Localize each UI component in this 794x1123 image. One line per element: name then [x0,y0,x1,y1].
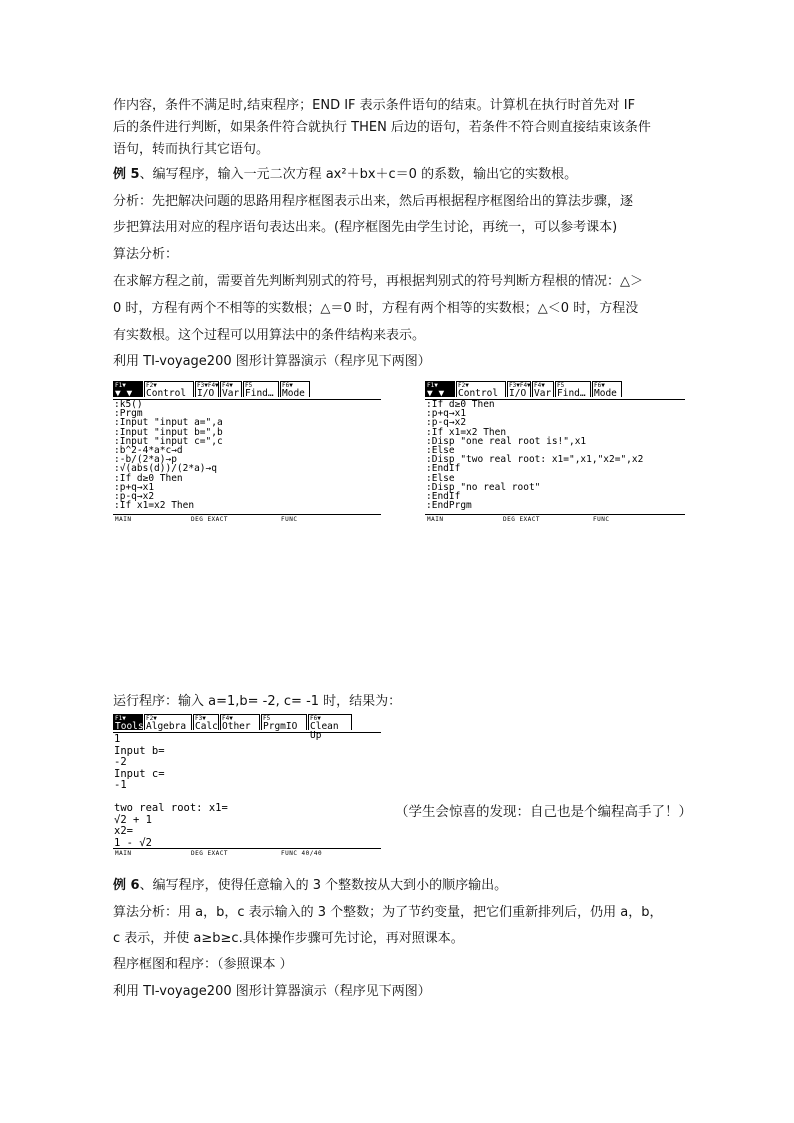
editor-toolbar [425,381,685,400]
tab-key-label: F4▼ [222,382,233,389]
example-6-heading [113,878,507,894]
program-caption: 程序框图和程序：（参照课本 ） [113,957,293,972]
io-toolbar [113,714,381,741]
run-caption: 运行程序：输入 a=1,b= -2, c= -1 时，结果为： [113,694,402,709]
editor-toolbar [113,381,381,400]
toolbar-tab[interactable] [113,381,143,397]
example-text: 、编写程序，输入一元二次方程 ax²＋bx＋c＝0 的系数，输出它的实数根。 [139,167,578,182]
demo-caption: 利用 TI-voyage200 图形计算器演示（程序见下两图） [113,984,431,999]
tab-key-label: F3▼F4▼ [197,382,219,389]
calculator-io-screen [113,714,381,856]
toolbar-tab[interactable] [113,714,143,730]
toolbar-tab[interactable] [555,381,591,397]
code-line: :EndPrgm [426,500,472,512]
io-line: -2 [114,756,127,768]
code-line: :Disp "no real root" [426,481,541,493]
toolbar-tab[interactable] [220,381,242,397]
example-label: 例 6 [113,878,140,893]
tab-key-label: F4▼ [222,715,233,722]
status-func: FUNC 40/40 [281,850,323,857]
tab-label: Find… [245,388,274,399]
tab-key-label: F1▼ [427,382,438,389]
toolbar-tab[interactable] [532,381,554,397]
tab-label: Var [222,388,240,399]
code-line: :p-q→x2 [426,417,467,429]
status-mode: DEG EXACT [191,850,229,857]
tab-label: Control [458,388,499,399]
tab-key-label: F6▼ [282,382,293,389]
tab-label: Calc [195,721,218,732]
example-label: 例 5 [113,167,140,182]
code-line: :√(abs(d))/(2*a)→q [114,463,217,475]
algorithm-line: 有实数根。这个过程可以用算法中的条件结构来表示。 [113,328,426,343]
tab-label: PrgmIO [263,721,298,732]
analysis-line: 分析：先把解决问题的思路用程序框图表示出来，然后再根据程序框图给出的算法步骤，逐 [113,194,634,209]
status-func: FUNC [593,516,610,523]
paragraph-line: 后的条件进行判断，如果条件符合就执行 THEN 后边的语句，若条件不符合则直接结束该条件 [113,120,651,135]
algorithm-line: 在求解方程之前，需要首先判断判别式的符号，再根据判别式的符号判断方程根的情况：△＞ [113,274,643,289]
tab-label: ▼ ▼ [115,388,133,399]
code-line: :If x1=x2 Then [426,426,507,438]
student-note: （学生会惊喜的发现：自己也是个编程高手了！） [395,804,692,820]
tab-key-label: F2▼ [146,382,157,389]
io-line: two real root: x1= [114,802,228,814]
paragraph-line: 语句，转而执行其它语句。 [113,142,270,157]
tab-label: Control [146,388,187,399]
code-line: :Input "input c=",c [114,435,223,447]
status-bar [113,848,381,857]
program-listing [113,400,381,510]
io-line: Input c= [114,767,165,780]
code-line: :b^2-4*a*c→d [114,445,183,457]
code-line: :p+q→x1 [426,408,467,420]
toolbar-tab[interactable] [425,381,455,397]
code-line: :-b/(2*a)→p [114,454,177,466]
io-output [113,733,381,849]
tab-key-label: F3▼F4▼ [509,382,531,389]
toolbar-tab[interactable] [507,381,531,397]
code-line: :Input "input b=",b [114,426,223,438]
code-line: :If x1=x2 Then [114,500,195,512]
tab-label: Mode [282,388,305,399]
tab-label: Clean Up [310,721,339,741]
algorithm-line: 0 时，方程有两个不相等的实数根；△＝0 时，方程有两个相等的实数根；△＜0 时，方程没 [113,301,639,316]
tab-label: I/O [509,388,527,399]
tab-label: Find… [557,388,586,399]
tab-label: I/O [197,388,215,399]
analysis-line: c 表示，并使 a≥b≥c.具体操作步骤可先讨论，再对照课本。 [113,931,464,946]
tab-label: Var [534,388,552,399]
status-mode: DEG EXACT [503,516,541,523]
tab-key-label: F2▼ [146,715,157,722]
example-text: 、编写程序，使得任意输入的 3 个整数按从大到小的顺序输出。 [139,878,508,893]
code-line: :Prgm [114,408,143,420]
code-line: :EndIf [426,463,461,475]
toolbar-tab[interactable] [243,381,279,397]
status-func: FUNC [281,516,298,523]
paragraph-line: 作内容，条件不满足时,结束程序；END IF 表示条件语句的结束。计算机在执行时首先对 IF [113,98,636,113]
io-line: -1 [114,779,127,791]
code-line: :Disp "two real root: x1=",x1,"x2=",x2 [426,454,644,466]
code-line: :Else [426,472,455,484]
io-line: √2 + 1 [114,813,152,826]
analysis-line: 算法分析：用 a，b，c 表示输入的 3 个整数；为了节约变量，把它们重新排列后，仍用 a，b， [113,905,663,920]
toolbar-tab[interactable] [592,381,622,397]
tab-key-label: F5 [557,382,565,389]
code-line: :Input "input a=",a [114,417,223,429]
code-line: :p+q→x1 [114,481,155,493]
algorithm-title: 算法分析： [113,247,179,262]
code-line: :If d≥0 Then [114,472,183,484]
toolbar-tab[interactable] [193,714,219,730]
code-line: :Disp "one real root is!",x1 [426,435,587,447]
code-line: :p-q→x2 [114,491,155,503]
demo-caption: 利用 TI-voyage200 图形计算器演示（程序见下两图） [113,354,431,369]
toolbar-tab[interactable] [308,714,352,741]
calculator-screen-1 [113,381,381,521]
toolbar-tab[interactable] [261,714,307,730]
toolbar-tab[interactable] [220,714,260,730]
tab-key-label: F6▼ [310,715,321,722]
toolbar-tab[interactable] [144,714,192,730]
toolbar-tab[interactable] [280,381,310,397]
code-line: :EndIf [426,491,461,503]
status-bar [425,514,685,523]
tab-key-label: F5 [263,715,271,722]
toolbar-tab[interactable] [195,381,219,397]
status-bar [113,514,381,523]
tab-key-label: F1▼ [115,715,126,722]
code-line: :Else [426,445,455,457]
tab-label: Algebra [146,721,187,732]
tab-key-label: F4▼ [534,382,545,389]
program-listing [425,400,685,510]
status-mode: DEG EXACT [191,516,229,523]
status-main: MAIN [427,516,444,523]
code-line: :If d≥0 Then [426,399,495,410]
io-line: 1 - √2 [114,836,152,849]
calculator-screen-2 [425,381,685,521]
io-line: 1 [114,733,121,745]
example-5-heading [113,167,577,183]
tab-key-label: F3▼ [195,715,206,722]
tab-key-label: F2▼ [458,382,469,389]
tab-label: ▼ ▼ [427,388,445,399]
io-line: x2= [114,825,133,837]
tab-label: Tools [115,721,144,732]
toolbar-tab[interactable] [144,381,194,397]
code-line: :k5() [114,399,143,410]
status-main: MAIN [115,516,132,523]
tab-key-label: F6▼ [594,382,605,389]
tab-key-label: F5 [245,382,253,389]
toolbar-tab[interactable] [456,381,506,397]
status-main: MAIN [115,850,132,857]
analysis-line: 步把算法用对应的程序语句表达出来。(程序框图先由学生讨论，再统一，可以参考课本) [113,220,618,235]
tab-key-label: F1▼ [115,382,126,389]
tab-label: Other [222,721,251,732]
io-line: Input b= [114,744,165,757]
tab-label: Mode [594,388,617,399]
